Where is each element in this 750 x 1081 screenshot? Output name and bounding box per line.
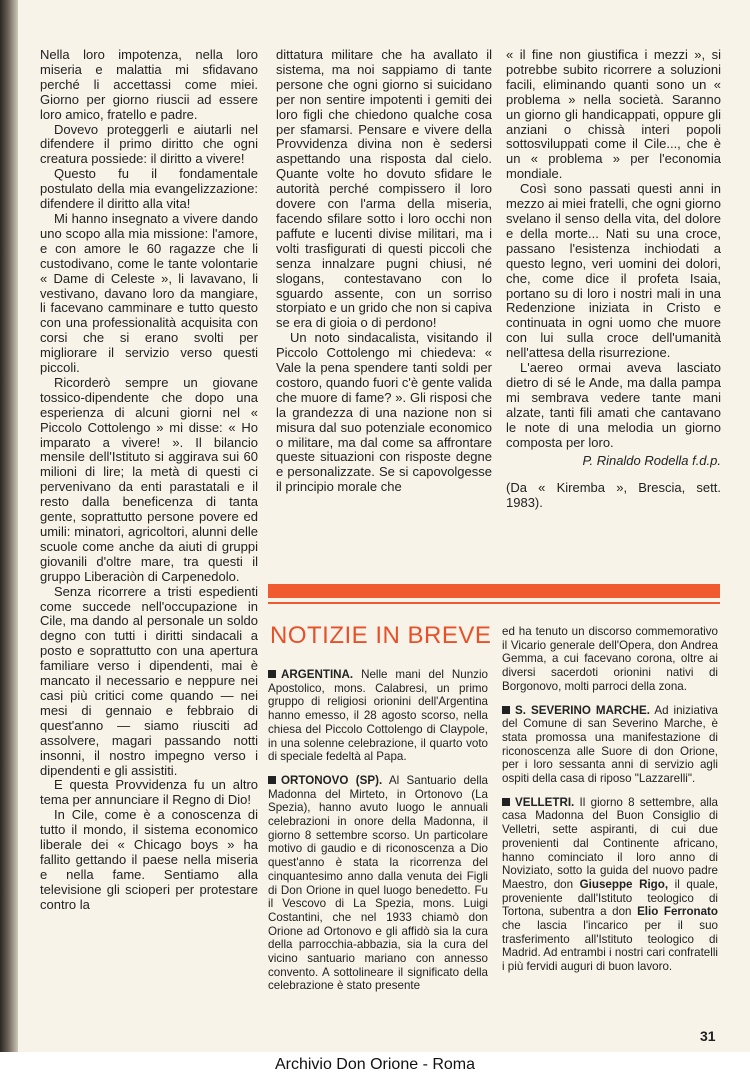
article-paragraph: E questa Provvidenza fu un altro tema per annunciare il Regno di Dio! [40, 777, 258, 808]
article-signature: P. Rinaldo Rodella f.d.p. [582, 453, 721, 469]
article-column-3 [506, 48, 721, 511]
news-item-severino [502, 704, 718, 786]
news-body: Nelle mani del Nunzio Apostolico, mons. Calabresi, un primo gruppo di religiosi orionini dell'Argentina hanno emesso, il 28 agosto scorso, nella chiesa del Piccolo Cottolengo di Claypole, in una solenne celebrazione, il quarto voto di speciale fedeltà al Papa. [268, 668, 488, 764]
archive-footer [0, 1052, 750, 1081]
article-paragraph: Nella loro impotenza, nella loro miseria e malattia mi sfidavano perché li accettassi come miei. Giorno per giorno riuscii ad essere loro amico, fratello e padre. [40, 47, 258, 122]
bullet-square-icon [502, 706, 510, 714]
bullet-square-icon [502, 798, 510, 806]
article-paragraph: dittatura militare che ha avallato il sistema, ma noi sappiamo di tante persone che ogni giorno si suicidano per non sentire impotenti i gemiti dei loro figli che chiedono qualche cosa per sfamarsi. Pensare e vivere della Provvidenza divina non è sedersi aspettando una risposta dal cielo. Quante volte ho dovuto sfidare le autorità perché compissero il loro dovere con l'arma della miseria, facendo sfilare sotto i loro occhi non paffute e lucenti divise militari, ma i volti trasfigurati di questi piccoli che senza innalzare pugni chiusi, né slogans, contestavano con lo sguardo assente, con un sorriso storpiato e un grido che non si capiva se era di gioia o di perdono! [276, 47, 492, 331]
news-item-velletri [502, 796, 718, 974]
news-person-name: Giuseppe Rigo, [579, 877, 669, 891]
footer-caption: Archivio Don Orione - Roma [274, 1056, 476, 1073]
article-paragraph: Così sono passati questi anni in mezzo ai miei fratelli, che ogni giorno svelano il senso della vita, del dolore e della morte... Nati su una croce, passano l'esistenza inchiodati a questo legno, veri uomini dei dolori, che, come dice il profeta Isaia, portano su di loro i nostri mali in una Redenzione iniziata in Cristo e continuata in ogni uomo che muore con lui sulla croce dell'umanità nell'attesa della risurrezione. [506, 181, 721, 361]
news-body: che lascia l'incarico per il suo trasferimento all'Istituto teologico di Madrid. Ad entrambi i nostri cari confratelli i più fervidi auguri di buon lavoro. [502, 919, 718, 974]
page-number: 31 [700, 1028, 716, 1044]
bullet-square-icon [268, 776, 276, 784]
news-heading: ORTONOVO (SP). [281, 773, 383, 787]
news-item-argentina [268, 668, 488, 764]
news-body: Ad iniziativa del Comune di san Severino Marche, è stata promossa una manifestazione di riconoscenza alle Suore di don Orione, per i loro sessanta anni di servizio agli ospiti della casa di riposo "Lazzarelli". [502, 703, 718, 786]
news-heading: S. SEVERINO MARCHE. [515, 703, 650, 717]
news-body: Il giorno 8 settembre, alla casa Madonna del Buon Consiglio di Velletri, sette aspiranti, di cui due provenienti dal Continente africano, hanno cominciato il loro anno di Noviziato, sotto la guida del nuovo padre Maestro, don [502, 795, 718, 891]
news-body: il quale, proveniente dall'Istituto teologico di Tortona, subentra a don [502, 877, 719, 919]
article-paragraph: « il fine non giustifica i mezzi », si potrebbe subito ricorrere a soluzioni facili, eliminando quanti sono un « problema » nella società. Saranno un giorno gli handicappati, oppure gli anziani o chissà interi popoli sottosviluppati come il Cile..., che è un « problema » per l'economia mondiale. [506, 47, 721, 182]
article-source: (Da « Kiremba », Brescia, sett. 1983). [506, 480, 721, 511]
article-paragraph: L'aereo ormai aveva lasciato dietro di sé le Ande, ma dalla pampa mi sembrava vedere tante mani alzate, tanti fili amati che cantavano le note di una melodia un giorno composta per loro. [506, 360, 721, 450]
news-section-title: NOTIZIE IN BREVE [270, 622, 492, 649]
bullet-square-icon [268, 670, 276, 678]
news-item-ortonovo [268, 774, 488, 993]
article-paragraph: Ricorderò sempre un giovane tossico-dipendente che dopo una esperienza di alcuni giorni nel « Piccolo Cottolengo » mi disse: « Ho imparato a vivere! ». Il bilancio mensile dell'Istituto si aggirava sui 60 milioni di lire; la metà di questi ci pervenivano da enti parastatali e il resto dalla beneficenza di tanta gente, soprattutto persone povere ed umili: minatori, agricoltori, alunni delle scuole come anche da aiuti di gruppi giovanili d'oltre mare, tra questi il gruppo Liberaciòn di Carpenedolo. [40, 374, 258, 584]
news-column-2 [502, 625, 718, 984]
article-paragraph: Un noto sindacalista, visitando il Piccolo Cottolengo mi chiedeva: « Vale la pena spendere tanti soldi per costoro, quando fuori c'è gente valida che muore di fame? ». Gli risposi che la grandezza di una nazione non si misura dal suo potenziale economico o militare, ma dal come sa affrontare queste situazioni con risposte degne e personalizzate. Se si capovolgesse il principio morale che [276, 330, 492, 495]
article-paragraph: Dovevo proteggerli e aiutarli nel difendere il primo diritto che ogni creatura possiede: il diritto a vivere! [40, 121, 258, 167]
article-paragraph: Mi hanno insegnato a vivere dando uno scopo alla mia missione: l'amore, e con amore le 60 ragazze che li custodivano, come le tante volontarie « Dame di Celeste », li lavavano, li vestivano, davano loro da mangiare, li facevano camminare e tutto questo con una professionalità acquisita con corsi che si erano svolti per migliorare il servizio verso questi piccoli. [40, 210, 258, 376]
article-column-2 [276, 48, 492, 495]
news-person-name: Elio Ferronato [637, 905, 718, 919]
news-heading: ARGENTINA. [281, 668, 354, 681]
article-paragraph: Senza ricorrere a tristi espedienti come succede nell'occupazione in Cile, ma dando al personale un soldo degno con tutti i diritti sindacali a posto e soprattutto con una apertura familiare verso i dipendenti, mai è mancato il necessario e neppure nei casi più critici come quando — nei mesi di gennaio e febbraio di quest'anno — siamo riusciti ad assolvere, magari passando notti insonni, il nostro impegno verso i dipendenti e gli assistiti. [40, 583, 258, 778]
article-paragraph: In Cile, come è a conoscenza di tutto il mondo, il sistema economico liberale dei « Chicago boys » ha fallito gettando il paese nella miseria e nella fame. Sentiamo alla televisione gli scioperi per protestare contro la [40, 807, 258, 912]
article-paragraph: Questo fu il fondamentale postulato della mia evangelizzazione: difendere il diritto alla vita! [40, 166, 258, 212]
article-column-1 [40, 48, 258, 913]
news-item-ortonovo-continued: ed ha tenuto un discorso commemorativo il Vicario generale dell'Opera, don Andrea Gemma, a cui facevano corona, oltre ai diversi sacerdoti orionini nativi di Borgonovo, molti parroci della zona. [502, 625, 718, 693]
section-divider-band [268, 584, 720, 598]
section-divider-line [268, 602, 720, 604]
news-body: Al Santuario della Madonna del Mirteto, in Ortonovo (La Spezia), hanno avuto luogo le annuali celebrazioni in onore della Madonna, il giorno 8 settembre scorso. Un particolare motivo di gaudio e di riconoscenza a Dio quest'anno è stata la ricorrenza del cinquantesimo anno dalla venuta dei Figli di Don Orione in quel luogo benedetto. Fu il Vescovo di La Spezia, mons. Luigi Costantini, che nel 1933 chiamò don Orione ad Ortonovo e gli affidò sia la cura della parrocchia-abbazia, sia la cura del vicino santuario mariano con annesso convento. A sottolineare il significato della celebrazione è stato presente [268, 773, 488, 993]
news-heading: VELLETRI. [515, 795, 575, 809]
page-binding-edge [0, 0, 18, 1052]
news-column-1 [268, 668, 488, 1003]
